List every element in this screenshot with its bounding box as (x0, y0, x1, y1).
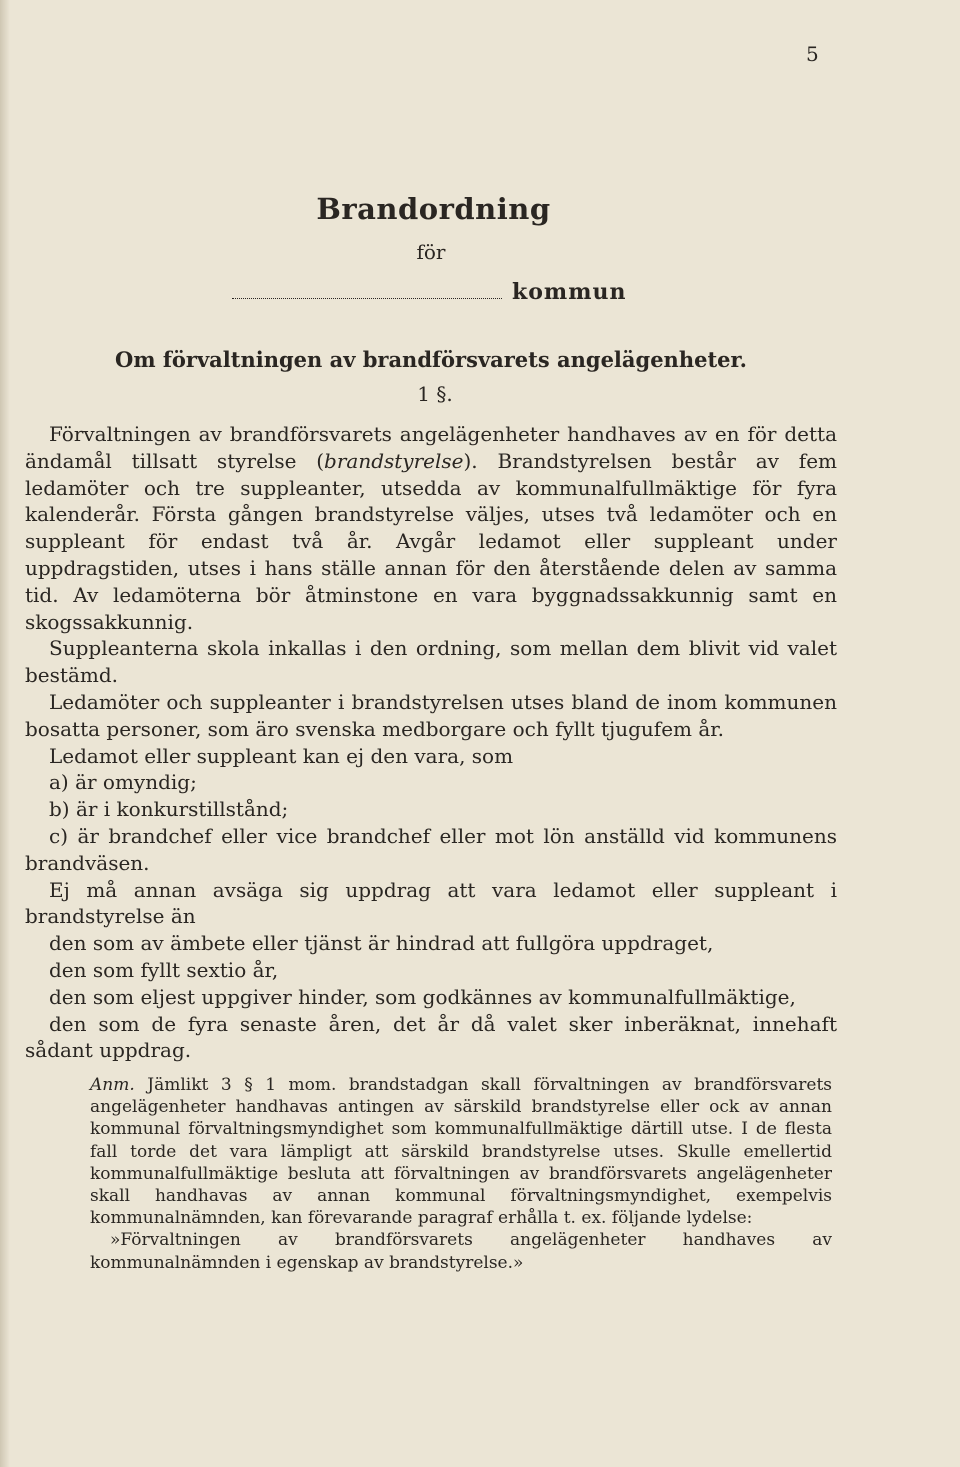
paragraph-1 (25, 421, 837, 635)
kommun-line (232, 279, 626, 305)
list-item-a: a) är omyndig; (49, 770, 197, 795)
note-label: Anm. (90, 1075, 135, 1095)
note-text: Jämlikt 3 § 1 mom. brandstadgan skall förvaltningen av brandförsvarets angelägenheter handhavas antingen av särskild brandstyrelse eller ock av annan kommunal förvaltningsmyndighet som kommunalfullmäktige därtill utse. I de flesta fall torde det vara lämpligt att särskild brandstyrelse utses. Skulle emellertid kommunalfullmäktige besluta att förvaltningen av brandförsvarets angelägenheter skall handhavas av annan kommunal förvaltningsmyndighet, exempelvis kommunalnämnden, kan förevarande paragraf erhålla t. ex. följande lydelse: (90, 1075, 832, 1229)
document-subtitle: för (416, 240, 446, 264)
section-mark: 1 §. (417, 382, 453, 406)
body-text (25, 421, 837, 1064)
document-title: Brandordning (316, 192, 551, 226)
paragraph-4: Ledamot eller suppleant kan ej den vara, som (49, 743, 514, 768)
exemption-line-2: den som fyllt sextio år, (49, 957, 279, 982)
note-block (90, 1074, 832, 1274)
note-paragraph (90, 1074, 832, 1229)
kommun-label: kommun (512, 279, 627, 305)
paragraph-2: Suppleanterna skola inkallas i den ordning, som mellan dem blivit vid valet bestämd. (25, 636, 837, 688)
exemption-line-3: den som eljest uppgiver hinder, som godkännes av kommunalfullmäktige, (49, 984, 796, 1009)
note-quote: »Förvaltningen av brandförsvarets angelägenheter handhaves av kommunalnämnden i egenskap av brandstyrelse.» (90, 1230, 832, 1273)
exemption-line-1: den som av ämbete eller tjänst är hindrad att fullgöra uppdraget, (49, 931, 714, 956)
list-item-c: c) är brandchef eller vice brandchef eller mot lön anställd vid kommunens brandväsen. (25, 823, 837, 875)
paragraph-3: Ledamöter och suppleanter i brandstyrelsen utses bland de inom kommunen bosatta personer, som äro svenska medborgare och fyllt tjugufem år. (25, 689, 837, 741)
list-item-b: b) är i konkurstillstånd; (49, 797, 289, 822)
exemption-line-4: den som de fyra senaste åren, det år då valet sker inberäknat, innehaft sådant uppdrag. (25, 1011, 837, 1063)
paragraph-1-part-b: ). Brandstyrelsen består av fem ledamöter och tre suppleanter, utsedda av kommunalfullmäktige för fyra kalenderår. Första gången brandstyrelse väljes, utses två ledamöter och en suppleant för endast två år. Avgår ledamot eller suppleant under uppdragstiden, utses i hans ställe annan för den återstående delen av samma tid. Av ledamöterna bör åtminstone en vara byggnadssakkunnig samt en skogssakkunnig. (25, 448, 837, 634)
page-number: 5 (806, 42, 819, 66)
paragraph-1-part-a: Förvaltningen av brandförsvarets angelägenheter handhaves av en för detta ändamål tillsatt styrelse ( (25, 422, 837, 473)
section-title: Om förvaltningen av brandförsvarets angelägenheter. (115, 347, 747, 372)
paragraph-5: Ej må annan avsäga sig uppdrag att vara ledamot eller suppleant i brandstyrelse än (25, 877, 837, 929)
paragraph-1-emphasis: brandstyrelse (324, 448, 464, 473)
fill-in-dotted-line (232, 282, 502, 299)
